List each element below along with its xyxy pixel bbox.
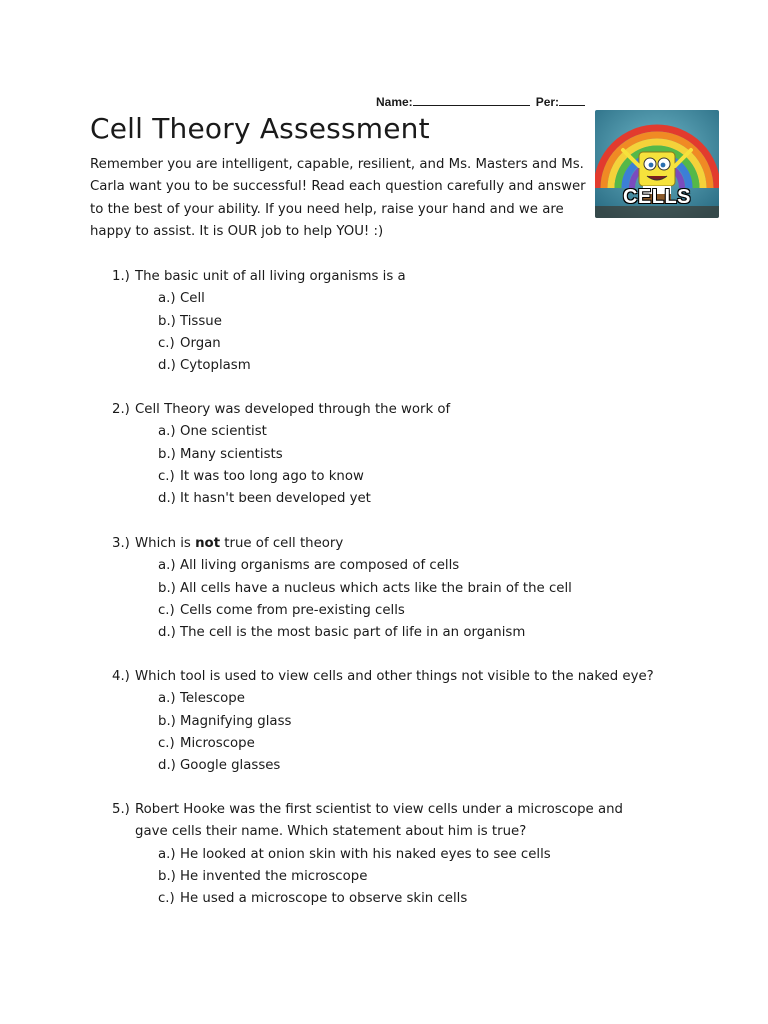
option-text: Many scientists <box>180 446 283 462</box>
option-text: One scientist <box>180 424 267 440</box>
question-text-line-2: gave cells their name. Which statement about him is true? <box>135 824 527 840</box>
option-text: Cells come from pre-existing cells <box>180 602 405 618</box>
page-title: Cell Theory Assessment <box>90 112 430 145</box>
answer-option[interactable] <box>158 466 450 488</box>
question-text: Which tool is used to view cells and other things not visible to the naked eye? <box>135 669 654 684</box>
option-text: Telescope <box>180 691 245 707</box>
option-text: He invented the microscope <box>180 868 368 884</box>
option-letter: b.) <box>158 313 176 329</box>
answer-options <box>112 288 406 377</box>
option-text: Cell <box>180 291 205 307</box>
question-text-start: Which is <box>135 536 196 551</box>
question-number: 3.) <box>112 536 130 551</box>
option-text: He looked at onion skin with his naked eyes to see cells <box>180 846 551 862</box>
answer-option[interactable] <box>158 600 572 622</box>
option-text: Organ <box>180 335 221 351</box>
name-label: Name: <box>376 95 413 109</box>
option-text: Tissue <box>180 313 222 329</box>
answer-options <box>112 555 572 644</box>
option-text: Google glasses <box>180 758 281 774</box>
option-letter: a.) <box>158 424 176 440</box>
answer-option[interactable] <box>158 421 450 443</box>
option-letter: b.) <box>158 446 176 462</box>
student-info-line <box>376 93 585 109</box>
answer-option[interactable] <box>158 488 450 510</box>
answer-options <box>112 421 450 510</box>
option-letter: c.) <box>158 891 175 907</box>
option-letter: d.) <box>158 758 176 774</box>
answer-option[interactable] <box>158 622 572 644</box>
question-text: The basic unit of all living organisms is a <box>135 269 406 284</box>
answer-option[interactable] <box>158 711 654 733</box>
option-letter: d.) <box>158 491 176 507</box>
spongebob-cells-image <box>595 110 719 218</box>
answer-option[interactable] <box>158 355 406 377</box>
intro-paragraph: Remember you are intelligent, capable, resilient, and Ms. Masters and Ms. Carla want you to be successful! Read each question carefully and answer to the best of your ability. If you need help, raise your hand and we are happy to assist. It is OUR job to help YOU! :) <box>90 157 586 239</box>
question-5 <box>112 799 623 910</box>
option-text: Cytoplasm <box>180 358 251 374</box>
option-text: All cells have a nucleus which acts like the brain of the cell <box>180 580 572 596</box>
answer-option[interactable] <box>158 844 623 866</box>
logo-caption: CELLS <box>622 186 692 208</box>
answer-option[interactable] <box>158 311 406 333</box>
option-letter: d.) <box>158 625 176 641</box>
question-1 <box>112 266 406 377</box>
option-text: The cell is the most basic part of life in an organism <box>180 625 526 641</box>
answer-option[interactable] <box>158 733 654 755</box>
option-letter: c.) <box>158 468 175 484</box>
option-letter: c.) <box>158 735 175 751</box>
question-number: 4.) <box>112 669 130 684</box>
answer-options <box>112 844 623 911</box>
answer-option[interactable] <box>158 333 406 355</box>
option-letter: a.) <box>158 691 176 707</box>
answer-option[interactable] <box>158 755 654 777</box>
answer-option[interactable] <box>158 888 623 910</box>
answer-option[interactable] <box>158 866 623 888</box>
question-2 <box>112 399 450 510</box>
question-text-emphasis: not <box>195 536 221 551</box>
option-letter: d.) <box>158 358 176 374</box>
per-label: Per: <box>535 95 560 109</box>
option-text: Magnifying glass <box>180 713 292 729</box>
option-letter: a.) <box>158 558 176 574</box>
question-4 <box>112 666 654 777</box>
option-letter: a.) <box>158 846 176 862</box>
option-text: It hasn't been developed yet <box>180 491 371 507</box>
option-letter: c.) <box>158 602 175 618</box>
option-text: Microscope <box>180 735 255 751</box>
question-text-end: true of cell theory <box>220 536 344 551</box>
question-number: 2.) <box>112 402 130 417</box>
answer-option[interactable] <box>158 555 572 577</box>
question-3 <box>112 533 572 644</box>
answer-option[interactable] <box>158 288 406 310</box>
question-text-line-1: Robert Hooke was the first scientist to view cells under a microscope and <box>135 802 623 817</box>
option-text: All living organisms are composed of cells <box>180 558 460 574</box>
option-letter: b.) <box>158 868 176 884</box>
option-letter: c.) <box>158 335 175 351</box>
option-letter: b.) <box>158 580 176 596</box>
answer-options <box>112 688 654 777</box>
question-number: 5.) <box>112 802 130 817</box>
option-text: He used a microscope to observe skin cells <box>180 891 468 907</box>
period-blank[interactable] <box>559 93 585 106</box>
option-text: It was too long ago to know <box>180 468 364 484</box>
option-letter: b.) <box>158 713 176 729</box>
name-blank[interactable] <box>413 93 530 106</box>
option-letter: a.) <box>158 291 176 307</box>
question-number: 1.) <box>112 269 130 284</box>
answer-option[interactable] <box>158 578 572 600</box>
question-text: Cell Theory was developed through the work of <box>135 402 451 417</box>
answer-option[interactable] <box>158 444 450 466</box>
answer-option[interactable] <box>158 688 654 710</box>
